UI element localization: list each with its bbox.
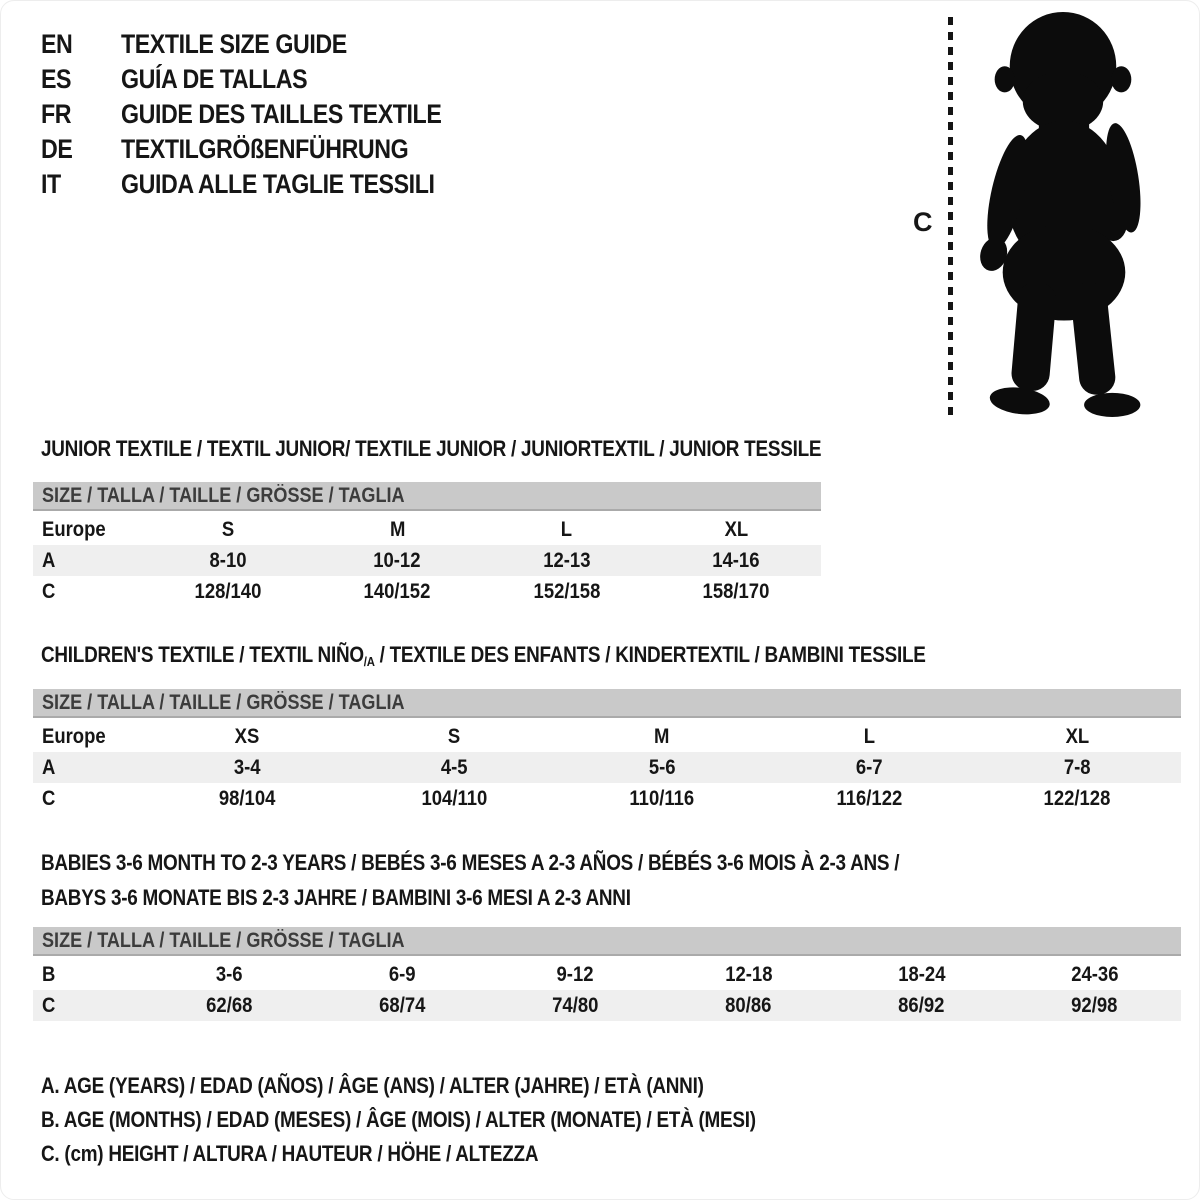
lang-row-en xyxy=(41,27,494,62)
junior-size-table xyxy=(33,482,821,607)
lang-code-en: EN xyxy=(41,29,73,59)
table-row: Europe XS S M L XL xyxy=(42,724,1089,748)
height-measure-label: C xyxy=(913,207,933,237)
legend-line-a: A. AGE (YEARS) / EDAD (AÑOS) / ÂGE (ANS) / ALTER (JAHRE) / ETÀ (ANNI) xyxy=(41,1073,704,1098)
table-row: C 128/140 140/152 152/158 158/170 xyxy=(42,579,770,603)
babies-size-header-bar: SIZE / TALLA / TAILLE / GRÖSSE / TAGLIA xyxy=(33,927,1181,956)
junior-size-header-bar: SIZE / TALLA / TAILLE / GRÖSSE / TAGLIA xyxy=(33,482,821,511)
language-title-list xyxy=(41,27,494,202)
babies-section-title-line2: BABYS 3-6 MONATE BIS 2-3 JAHRE / BAMBINI 3-6 MESI A 2-3 ANNI xyxy=(41,885,631,910)
table-row: C 98/104 104/110 110/116 116/122 122/128 xyxy=(42,786,1111,810)
lang-title-es: GUÍA DE TALLAS xyxy=(121,64,308,94)
legend-line-c: C. (cm) HEIGHT / ALTURA / HAUTEUR / HÖHE / ALTEZZA xyxy=(41,1141,539,1166)
lang-code-de: DE xyxy=(41,134,73,164)
lang-row-de xyxy=(41,132,494,167)
lang-code-fr: FR xyxy=(41,99,72,129)
children-section-title: CHILDREN'S TEXTILE / TEXTIL NIÑO/A / TEXTILE DES ENFANTS / KINDERTEXTIL / BAMBINI TESSILE xyxy=(41,642,926,669)
height-measure-dashed-line xyxy=(948,17,953,415)
table-row: A 8-10 10-12 12-13 14-16 xyxy=(33,545,821,576)
lang-title-en: TEXTILE SIZE GUIDE xyxy=(121,29,347,59)
lang-title-fr: GUIDE DES TAILLES TEXTILE xyxy=(121,99,442,129)
junior-section-title: JUNIOR TEXTILE / TEXTIL JUNIOR/ TEXTILE JUNIOR / JUNIORTEXTIL / JUNIOR TESSILE xyxy=(41,436,822,461)
table-row: Europe S M L XL xyxy=(42,517,749,541)
babies-size-table xyxy=(33,927,1181,1021)
lang-title-de: TEXTILGRÖßENFÜHRUNG xyxy=(121,134,409,164)
babies-section-title-line1: BABIES 3-6 MONTH TO 2-3 YEARS / BEBÉS 3-6 MESES A 2-3 AÑOS / BÉBÉS 3-6 MOIS À 2-3 ANS / xyxy=(41,850,900,875)
lang-row-es xyxy=(41,62,494,97)
children-size-table xyxy=(33,689,1181,814)
table-row: A 3-4 4-5 5-6 6-7 7-8 xyxy=(33,752,1181,783)
lang-row-it xyxy=(41,167,494,202)
lang-row-fr xyxy=(41,97,494,132)
lang-code-es: ES xyxy=(41,64,72,94)
toddler-silhouette-figure xyxy=(961,9,1171,423)
table-row: B 3-6 6-9 9-12 12-18 18-24 24-36 xyxy=(42,962,1119,986)
children-size-header-bar: SIZE / TALLA / TAILLE / GRÖSSE / TAGLIA xyxy=(33,689,1181,718)
legend-line-b: B. AGE (MONTHS) / EDAD (MESES) / ÂGE (MOIS) / ALTER (MONATE) / ETÀ (MESI) xyxy=(41,1107,756,1132)
table-row: C 62/68 68/74 74/80 80/86 86/92 92/98 xyxy=(33,990,1181,1021)
lang-title-it: GUIDA ALLE TAGLIE TESSILI xyxy=(121,169,435,199)
measurement-legend xyxy=(41,1069,872,1171)
lang-code-it: IT xyxy=(41,169,61,199)
